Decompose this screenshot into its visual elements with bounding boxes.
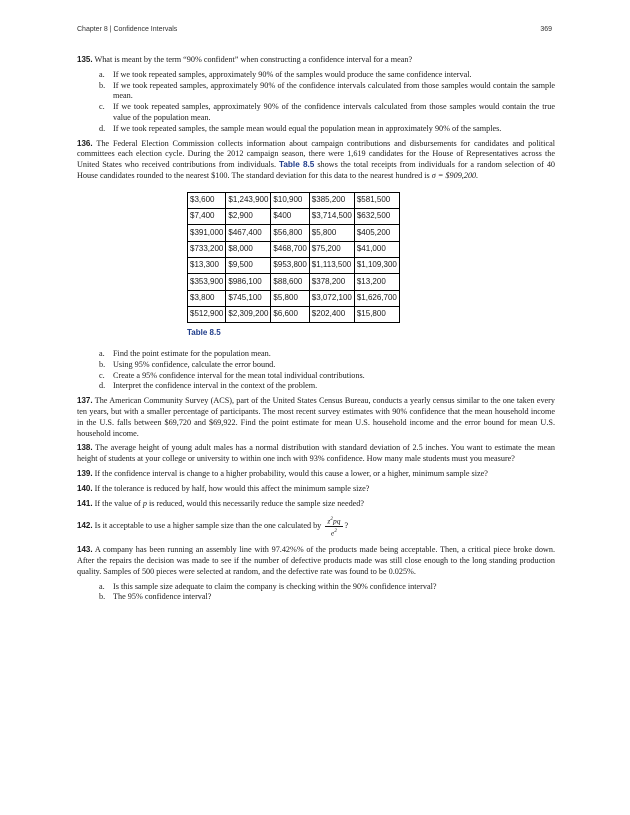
- question-136: [77, 139, 555, 182]
- table-cell: $88,600: [271, 274, 309, 290]
- option-item: [77, 124, 555, 135]
- table-cell: $13,200: [354, 274, 399, 290]
- question-text: If the value of: [94, 498, 141, 508]
- option-item: [77, 102, 555, 124]
- table-cell: $202,400: [309, 306, 354, 322]
- table-cell: $3,072,100: [309, 290, 354, 306]
- table-cell: $1,109,300: [354, 257, 399, 273]
- table-cell: $8,000: [226, 241, 271, 257]
- question-137: [77, 396, 555, 439]
- option-letter: a.: [99, 348, 105, 358]
- table-cell: $632,500: [354, 209, 399, 225]
- sample-size-formula: [325, 515, 342, 537]
- table-cell: $378,200: [309, 274, 354, 290]
- table-cell: $405,200: [354, 225, 399, 241]
- table-row: [188, 209, 400, 225]
- question-138: [77, 443, 555, 465]
- table-cell: $385,200: [309, 192, 354, 208]
- option-item: [77, 582, 555, 593]
- option-letter: b.: [99, 80, 106, 90]
- question-number: 139.: [77, 468, 93, 478]
- question-number: 135.: [77, 55, 93, 64]
- formula-numerator: $z^2pq$: [327, 516, 341, 526]
- chapter-title: Chapter 8 | Confidence Intervals: [77, 26, 178, 33]
- table-row: [188, 290, 400, 306]
- question-number: 141.: [77, 498, 93, 508]
- table-cell: $1,626,700: [354, 290, 399, 306]
- table-cell: $56,800: [271, 225, 309, 241]
- option-item: [77, 349, 555, 360]
- question-end: ?: [344, 521, 349, 531]
- table-cell: $745,100: [226, 290, 271, 306]
- question-135: [77, 55, 555, 66]
- option-text: Find the point estimate for the population mean.: [113, 348, 271, 358]
- option-text: If we took repeated samples, approximately 90% of the confidence intervals calculated from those samples would contain the true value of the population mean.: [113, 102, 555, 122]
- question-140: [77, 484, 555, 495]
- option-letter: c.: [99, 102, 105, 112]
- table-row: [188, 257, 400, 273]
- table-cell: $1,243,900: [226, 192, 271, 208]
- table-cell: $75,200: [309, 241, 354, 257]
- question-text: What is meant by the term “90% confident” when constructing a confidence interval for a mean?: [94, 55, 413, 64]
- option-letter: d.: [99, 381, 106, 391]
- question-text: The average height of young adult males has a normal distribution with standard deviation of 2.5 inches. You want to estimate the mean height of students at your college or university to within one inch with 93% confidence. How many male students must you measure?: [77, 443, 555, 464]
- table-cell: $7,400: [188, 209, 226, 225]
- table-cell: $400: [271, 209, 309, 225]
- formula-denominator: $e^2$: [330, 527, 337, 538]
- table-cell: $10,900: [271, 192, 309, 208]
- table-cell: $15,800: [354, 306, 399, 322]
- question-text: The American Community Survey (ACS), part of the United States Census Bureau, conducts a yearly census similar to the one taken every ten years, but with a smaller percentage of participants. The most recent survey estimates with 90% confidence that the mean household income in the U.S. falls between $69,720 and $69,922. Find the point estimate for mean U.S. household income and the error bound for mean U.S. household income.: [77, 396, 555, 438]
- question-number: 136.: [77, 138, 93, 148]
- table-cell: $6,600: [271, 306, 309, 322]
- contributions-table: [187, 192, 400, 323]
- option-letter: a.: [99, 69, 105, 79]
- table-cell: $353,900: [188, 274, 226, 290]
- option-item: [77, 81, 555, 103]
- question-text: A company has been running an assembly line with 97.42%% of the products made being acceptable. Then, a critical piece broke down. After the repairs the decision was made to see if the number of defective products made was still close enough to the long standing production quality. Samples of 500 pieces were selected at random, and the defective rate was found to be 0.025%.: [77, 545, 555, 576]
- question-text: If the confidence interval is change to a higher probability, would this cause a lower, or a higher, minimum sample size?: [94, 468, 488, 478]
- option-text: If we took repeated samples, the sample mean would equal the population mean in approximately 90% of the samples.: [113, 123, 502, 133]
- table-reference-link[interactable]: Table 8.5: [278, 160, 315, 170]
- question-141: [77, 499, 555, 510]
- page-number: 369: [540, 26, 552, 33]
- option-text: If we took repeated samples, approximately 90% of the confidence intervals calculated from those samples would contain the sample mean.: [113, 80, 555, 101]
- page-header: [77, 26, 552, 38]
- option-item: [77, 371, 555, 382]
- option-text: Is this sample size adequate to claim the company is checking within the 90% confidence interval?: [113, 581, 437, 591]
- table-cell: $467,400: [226, 225, 271, 241]
- option-item: [77, 592, 555, 603]
- option-letter: d.: [99, 123, 106, 133]
- table-row: [188, 225, 400, 241]
- question-143: [77, 545, 555, 577]
- question-number: 143.: [77, 545, 93, 555]
- question-143-options: [77, 582, 555, 604]
- question-136-options: [77, 349, 555, 392]
- option-letter: a.: [99, 581, 105, 591]
- option-item: [77, 70, 555, 81]
- table-row: [188, 241, 400, 257]
- option-letter: b.: [99, 592, 106, 602]
- question-number: 140.: [77, 483, 93, 493]
- question-text: Is it acceptable to use a higher sample size than the one calculated by: [94, 521, 322, 531]
- variable-p: p: [142, 498, 147, 508]
- option-text: Interpret the confidence interval in the context of the problem.: [113, 381, 318, 391]
- option-letter: b.: [99, 359, 106, 369]
- table-cell: $733,200: [188, 241, 226, 257]
- table-cell: $2,900: [226, 209, 271, 225]
- option-text: If we took repeated samples, approximately 90% of the samples would produce the same confidence interval.: [113, 69, 472, 79]
- table-cell: $2,309,200: [226, 306, 271, 322]
- table-row: [188, 306, 400, 322]
- option-item: [77, 381, 555, 392]
- table-cell: $1,113,500: [309, 257, 354, 273]
- question-142: [77, 515, 555, 537]
- question-number: 138.: [77, 443, 93, 453]
- question-number: 137.: [77, 396, 93, 406]
- table-caption: Table 8.5: [187, 328, 221, 338]
- table-cell: $5,800: [271, 290, 309, 306]
- table-cell: $9,500: [226, 257, 271, 273]
- sigma-value: σ = $909,200.: [431, 170, 479, 180]
- question-text-continued: is reduced, would this necessarily reduce the sample size needed?: [148, 498, 365, 508]
- option-item: [77, 360, 555, 371]
- option-text: The 95% confidence interval?: [113, 592, 212, 602]
- table-cell: $986,100: [226, 274, 271, 290]
- table-row: [188, 192, 400, 208]
- table-cell: $391,000: [188, 225, 226, 241]
- table-cell: $953,800: [271, 257, 309, 273]
- question-text: If the tolerance is reduced by half, how would this affect the minimum sample size?: [94, 483, 370, 493]
- question-135-options: [77, 70, 555, 135]
- table-row: [188, 274, 400, 290]
- table-cell: $468,700: [271, 241, 309, 257]
- question-139: [77, 469, 555, 480]
- question-number: 142.: [77, 521, 93, 531]
- table-cell: $3,714,500: [309, 209, 354, 225]
- question-text: The Federal Election Commission collects information about campaign contributions and disbursements for candidates and political committees each election cycle. During the 2012 campaign season, there were 1,619 candidates for the House of Representatives across the United States who received contributions from individuals.: [77, 138, 555, 170]
- table-cell: $512,900: [188, 306, 226, 322]
- table-cell: $581,500: [354, 192, 399, 208]
- table-cell: $41,000: [354, 241, 399, 257]
- table-cell: $3,800: [188, 290, 226, 306]
- option-letter: c.: [99, 370, 105, 380]
- table-cell: $3,600: [188, 192, 226, 208]
- page-content: [77, 55, 555, 607]
- question-text-continued: shows the total receipts from individuals for a random selection of 40 House candidates rounded to the nearest $100. The standard deviation for this data to the nearest hundred is: [77, 160, 556, 180]
- option-text: Create a 95% confidence interval for the mean total individual contributions.: [113, 370, 365, 380]
- option-text: Using 95% confidence, calculate the error bound.: [113, 359, 276, 369]
- table-cell: $13,300: [188, 257, 226, 273]
- table-cell: $5,800: [309, 225, 354, 241]
